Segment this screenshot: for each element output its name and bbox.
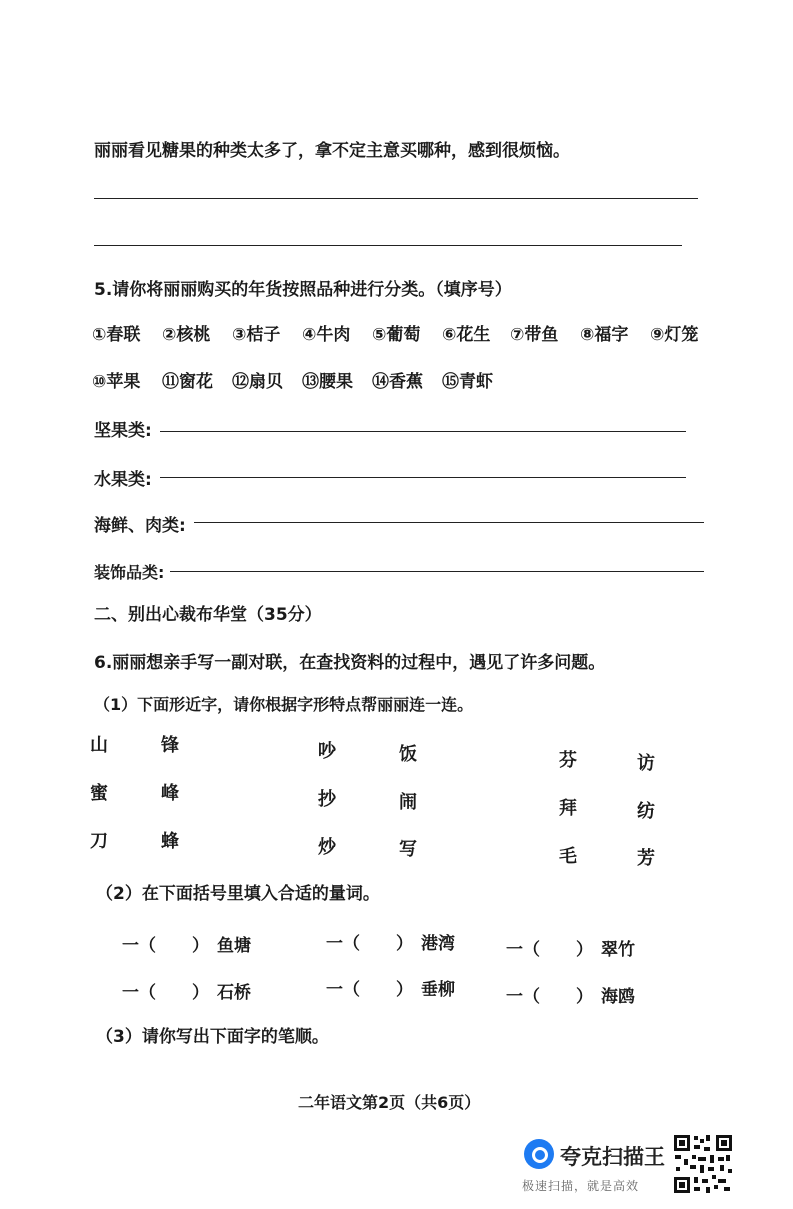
char-left[interactable]: 炒 xyxy=(318,837,336,858)
measure-suffix: ） xyxy=(192,936,209,956)
scanner-slogan: 极速扫描，就是高效 xyxy=(522,1179,640,1193)
goods-item: ⑭香蕉 xyxy=(372,372,423,392)
measure-suffix: ） xyxy=(576,987,593,1007)
goods-item: ⑪窗花 xyxy=(162,372,213,392)
category-answer-line[interactable] xyxy=(160,431,686,432)
goods-item: ②核桃 xyxy=(162,325,211,345)
page-number-text: 二年语文第2页（共6页） xyxy=(298,1093,481,1112)
measure-noun: 鱼塘 xyxy=(217,936,251,956)
goods-item: ⑨灯笼 xyxy=(650,325,699,345)
measure-prefix: 一（ xyxy=(506,987,540,1007)
scanner-watermark xyxy=(520,1133,670,1201)
category-answer-line[interactable] xyxy=(160,477,686,478)
page-number-footer xyxy=(290,1088,481,1112)
goods-item: ⑩苹果 xyxy=(92,372,141,392)
category-answer-line[interactable] xyxy=(194,522,704,523)
measure-noun: 石桥 xyxy=(217,983,251,1003)
measure-word-blank[interactable] xyxy=(506,982,635,1007)
question-6-part-2: （2）在下面括号里填入合适的量词。 xyxy=(96,884,380,904)
measure-prefix: 一（ xyxy=(326,980,360,1000)
category-label-decorations: 装饰品类: xyxy=(94,563,165,582)
goods-item: ①春联 xyxy=(92,325,141,345)
char-right[interactable]: 访 xyxy=(637,753,655,774)
char-left[interactable]: 芬 xyxy=(559,750,577,771)
char-left[interactable]: 刀 xyxy=(90,831,108,852)
goods-item: ⑧福字 xyxy=(580,325,629,345)
answer-line[interactable] xyxy=(94,245,682,246)
char-right[interactable]: 饭 xyxy=(399,744,417,765)
question-6-title: 6.丽丽想亲手写一副对联，在查找资料的过程中，遇见了许多问题。 xyxy=(94,653,606,673)
char-left[interactable]: 蜜 xyxy=(90,783,108,804)
goods-item: ⑦带鱼 xyxy=(510,325,559,345)
category-answer-line[interactable] xyxy=(170,571,704,572)
category-label-seafood-meat: 海鲜、肉类: xyxy=(94,516,186,536)
char-left[interactable]: 毛 xyxy=(559,846,577,867)
measure-noun: 翠竹 xyxy=(601,940,635,960)
goods-item: ⑤葡萄 xyxy=(372,325,421,345)
measure-prefix: 一（ xyxy=(122,936,156,956)
answer-line[interactable] xyxy=(94,198,698,199)
measure-suffix: ） xyxy=(576,940,593,960)
char-right[interactable]: 纺 xyxy=(637,801,655,822)
measure-prefix: 一（ xyxy=(326,934,360,954)
measure-suffix: ） xyxy=(396,980,413,1000)
measure-word-blank[interactable] xyxy=(506,935,635,960)
char-right[interactable]: 闹 xyxy=(399,792,417,813)
measure-prefix: 一（ xyxy=(506,940,540,960)
goods-item: ⑮青虾 xyxy=(442,372,493,392)
measure-word-blank[interactable] xyxy=(326,975,455,1000)
category-label-fruit: 水果类: xyxy=(94,470,152,490)
char-left[interactable]: 拜 xyxy=(559,798,577,819)
char-left[interactable]: 山 xyxy=(90,735,108,756)
question-5-title: 5.请你将丽丽购买的年货按照品种进行分类。（填序号） xyxy=(94,280,512,300)
goods-item: ⑫扇贝 xyxy=(232,372,283,392)
scanner-brand-name: 夸克扫描王 xyxy=(560,1145,665,1169)
section-2-title: 二、别出心裁布华堂（35分） xyxy=(94,605,322,625)
measure-suffix: ） xyxy=(192,983,209,1003)
goods-item: ④牛肉 xyxy=(302,325,351,345)
char-left[interactable]: 吵 xyxy=(318,741,336,762)
measure-noun: 垂柳 xyxy=(421,980,455,1000)
scanner-logo-icon xyxy=(524,1139,554,1169)
char-right[interactable]: 蜂 xyxy=(161,831,179,852)
measure-word-blank[interactable] xyxy=(122,978,251,1003)
goods-item: ⑥花生 xyxy=(442,325,491,345)
category-label-nuts: 坚果类: xyxy=(94,421,152,441)
question-6-part-3: （3）请你写出下面字的笔顺。 xyxy=(96,1027,329,1047)
goods-item: ③桔子 xyxy=(232,325,281,345)
question-6-part-1: （1）下面形近字，请你根据字形特点帮丽丽连一连。 xyxy=(94,695,474,714)
measure-suffix: ） xyxy=(396,934,413,954)
intro-sentence: 丽丽看见糖果的种类太多了，拿不定主意买哪种，感到很烦恼。 xyxy=(94,141,570,161)
char-right[interactable]: 芳 xyxy=(637,848,655,869)
measure-word-blank[interactable] xyxy=(326,929,455,954)
goods-item: ⑬腰果 xyxy=(302,372,353,392)
measure-noun: 港湾 xyxy=(421,934,455,954)
measure-noun: 海鸥 xyxy=(601,987,635,1007)
qr-code-icon xyxy=(672,1133,734,1195)
measure-word-blank[interactable] xyxy=(122,931,251,956)
measure-prefix: 一（ xyxy=(122,983,156,1003)
char-left[interactable]: 抄 xyxy=(318,789,336,810)
char-right[interactable]: 峰 xyxy=(161,783,179,804)
char-right[interactable]: 锋 xyxy=(161,735,179,756)
char-right[interactable]: 写 xyxy=(399,839,417,860)
